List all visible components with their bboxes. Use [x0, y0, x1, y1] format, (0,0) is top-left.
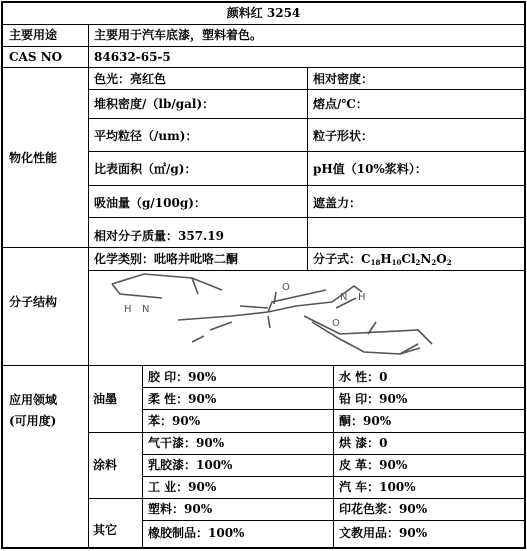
- formula-o: O: [436, 252, 447, 266]
- svg-text:O: O: [332, 318, 340, 329]
- ink-ketone: 酮：90%: [339, 414, 392, 428]
- svg-text:O: O: [282, 282, 290, 293]
- rule-phys-end: [1, 247, 526, 248]
- col-app-sub-divider: [142, 366, 143, 549]
- rule-title: [1, 24, 526, 25]
- page-title: 颜料红 3254: [226, 6, 301, 20]
- coating-latex: 乳胶漆：100%: [148, 458, 233, 472]
- application-label-line2: (可用度): [9, 414, 57, 428]
- other-printing-paste: 印花色浆：90%: [339, 502, 428, 516]
- rule-cas: [1, 67, 526, 68]
- molecular-weight-field: 相对分子质量：357.19: [94, 229, 224, 243]
- rule-app-6: [88, 498, 526, 499]
- rule-app-3: [88, 432, 526, 433]
- svg-text:H: H: [124, 304, 132, 315]
- coating-automotive: 汽 车：100%: [339, 480, 416, 494]
- particle-size-field: 平均粒径（/um)：: [94, 129, 198, 143]
- particle-shape-field: 粒子形状：: [313, 129, 374, 143]
- col-phys-divider: [307, 68, 308, 248]
- ink-flexo: 柔 性：90%: [148, 392, 217, 406]
- formula-h: H: [380, 252, 392, 266]
- col-label-divider: [88, 25, 89, 549]
- rule-app-5: [142, 476, 526, 477]
- relative-density-field: 相对密度：: [313, 72, 374, 86]
- chemical-class-field: 化学类别：吡咯并吡咯二酮: [94, 252, 239, 266]
- formula-c: C: [361, 252, 371, 266]
- structure-label: 分子结构: [9, 295, 58, 309]
- ink-label: 油墨: [93, 392, 118, 406]
- rule-struct-end: [1, 365, 526, 366]
- rule-app-7: [142, 520, 526, 521]
- rule-app-2: [142, 409, 526, 410]
- rule-app-1: [142, 387, 526, 388]
- molecular-structure-image: [100, 272, 440, 362]
- other-stationery: 文教用品：90%: [339, 526, 428, 540]
- formula-cl: Cl: [401, 252, 416, 266]
- border-right: [524, 1, 526, 549]
- col-app-divider: [333, 366, 334, 549]
- rule-app-4: [142, 454, 526, 455]
- ink-benzene: 苯：90%: [148, 414, 201, 428]
- svg-text:N: N: [142, 304, 150, 315]
- ink-offset: 胶 印：90%: [148, 370, 217, 384]
- cas-label: CAS NO: [9, 50, 63, 64]
- molecular-formula-field: [313, 252, 452, 266]
- formula-cl-count: 2: [415, 258, 421, 267]
- physchem-label: 物化性能: [9, 151, 58, 165]
- rule-usage: [1, 46, 526, 47]
- other-label: 其它: [93, 523, 118, 537]
- other-plastic: 塑料：90%: [148, 502, 213, 516]
- oil-absorption-field: 吸油量（g/100g)：: [94, 196, 206, 210]
- formula-h-count: 10: [391, 258, 402, 267]
- border-left: [1, 1, 3, 549]
- coating-label: 涂料: [93, 458, 118, 472]
- formula-label: 分子式：: [313, 252, 362, 266]
- usage-value: 主要用于汽车底漆，塑料着色。: [94, 28, 263, 42]
- border-bottom: [1, 547, 526, 549]
- color-field: 色光：亮红色: [94, 72, 167, 86]
- surface-area-field: 比表面积（㎡/g)：: [94, 162, 197, 176]
- coating-air-dry: 气干漆：90%: [148, 436, 225, 450]
- formula-c-count: 18: [370, 258, 381, 267]
- svg-text:H: H: [358, 292, 366, 303]
- coating-baking: 烘 漆：0: [339, 436, 388, 450]
- coating-industrial: 工 业：90%: [148, 480, 217, 494]
- coating-leather: 皮 革：90%: [339, 458, 408, 472]
- bulk-density-field: 堆积密度/（lb/gal)：: [94, 97, 215, 111]
- ink-water: 水 性：0: [339, 370, 388, 384]
- col-struct-divider: [307, 248, 308, 271]
- melting-point-field: 熔点/℃：: [313, 97, 368, 111]
- ph-field: pH值（10%浆料）：: [313, 162, 427, 176]
- border-top: [1, 1, 526, 3]
- formula-n-count: 2: [431, 258, 437, 267]
- cas-value: 84632-65-5: [94, 50, 171, 64]
- formula-n: N: [420, 252, 432, 266]
- application-label-line1: 应用领域: [9, 393, 58, 407]
- other-rubber: 橡胶制品：100%: [148, 526, 245, 540]
- hiding-power-field: 遮盖力：: [313, 196, 362, 210]
- formula-o-count: 2: [446, 258, 452, 267]
- usage-label: 主要用途: [9, 28, 58, 42]
- svg-text:N: N: [340, 292, 348, 303]
- ink-letterpress: 铅 印：90%: [339, 392, 408, 406]
